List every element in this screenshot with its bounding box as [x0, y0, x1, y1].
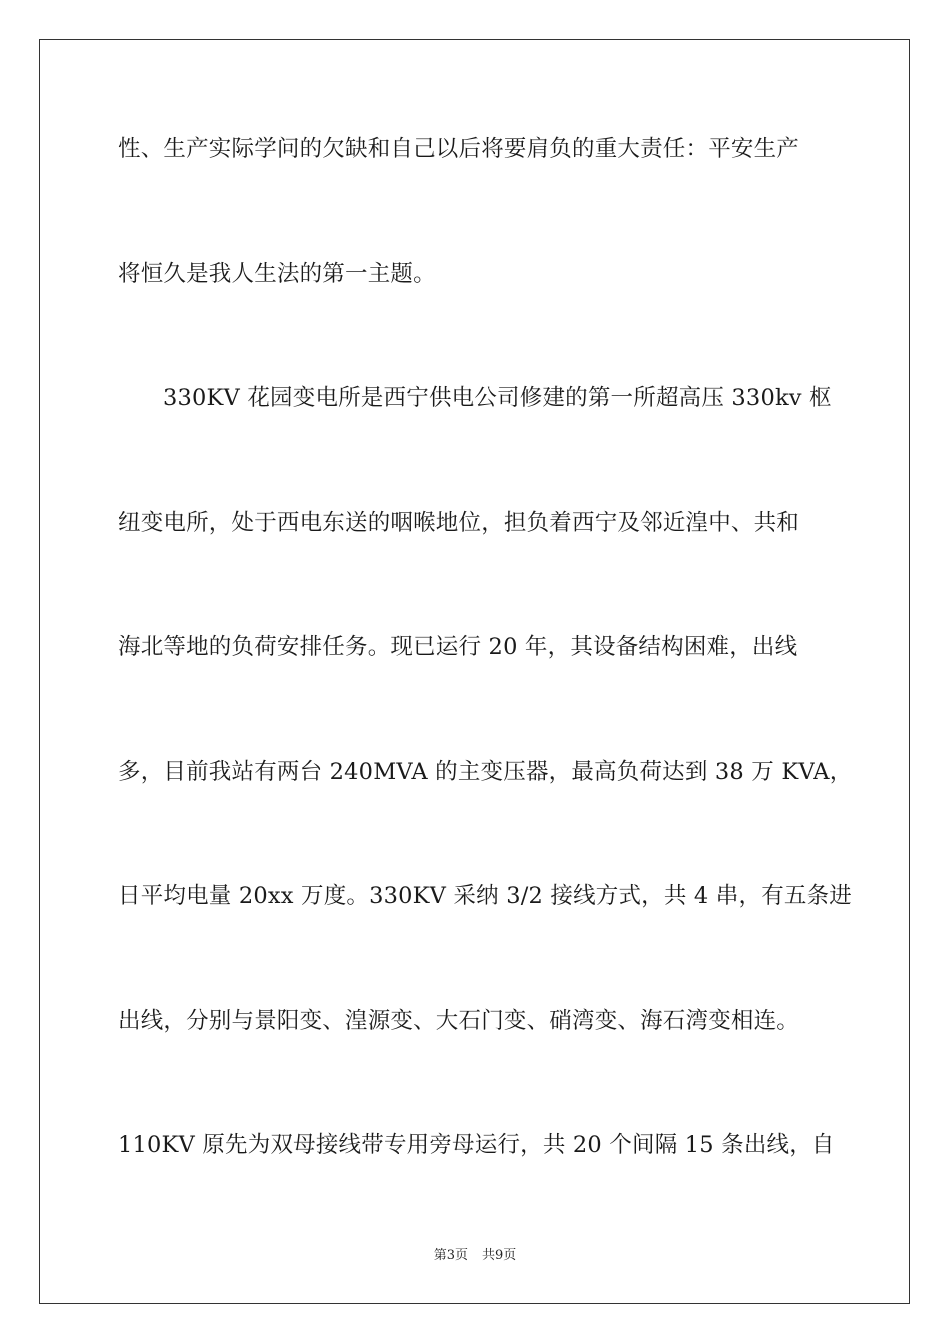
body-text-line-1: 性、生产实际学问的欠缺和自己以后将要肩负的重大责任：平安生产 — [118, 136, 800, 162]
body-text-line-2: 将恒久是我人生法的第一主题。 — [118, 261, 436, 287]
body-text-line-8: 出线，分别与景阳变、湟源变、大石门变、硝湾变、海石湾变相连。 — [118, 1008, 800, 1034]
page-number-current: 第3页 — [433, 1248, 468, 1263]
body-text-line-6: 多，目前我站有两台 240MVA 的主变压器，最高负荷达到 38 万 KVA， — [118, 759, 853, 785]
body-text-line-7: 日平均电量 20xx 万度。330KV 采纳 3/2 接线方式，共 4 串，有五条进 — [118, 883, 853, 909]
body-text-line-4: 纽变电所，处于西电东送的咽喉地位，担负着西宁及邻近湟中、共和 — [118, 510, 800, 536]
body-text-line-9: 110KV 原先为双母接线带专用旁母运行，共 20 个间隔 15 条出线，自 — [118, 1132, 835, 1158]
page-number-total: 共9页 — [482, 1248, 517, 1263]
page-border — [39, 39, 910, 1304]
page-footer — [0, 1248, 950, 1264]
body-text-line-3: 330KV 花园变电所是西宁供电公司修建的第一所超高压 330kv 枢 — [163, 385, 832, 411]
body-text-line-5: 海北等地的负荷安排任务。现已运行 20 年，其设备结构困难，出线 — [118, 634, 798, 660]
